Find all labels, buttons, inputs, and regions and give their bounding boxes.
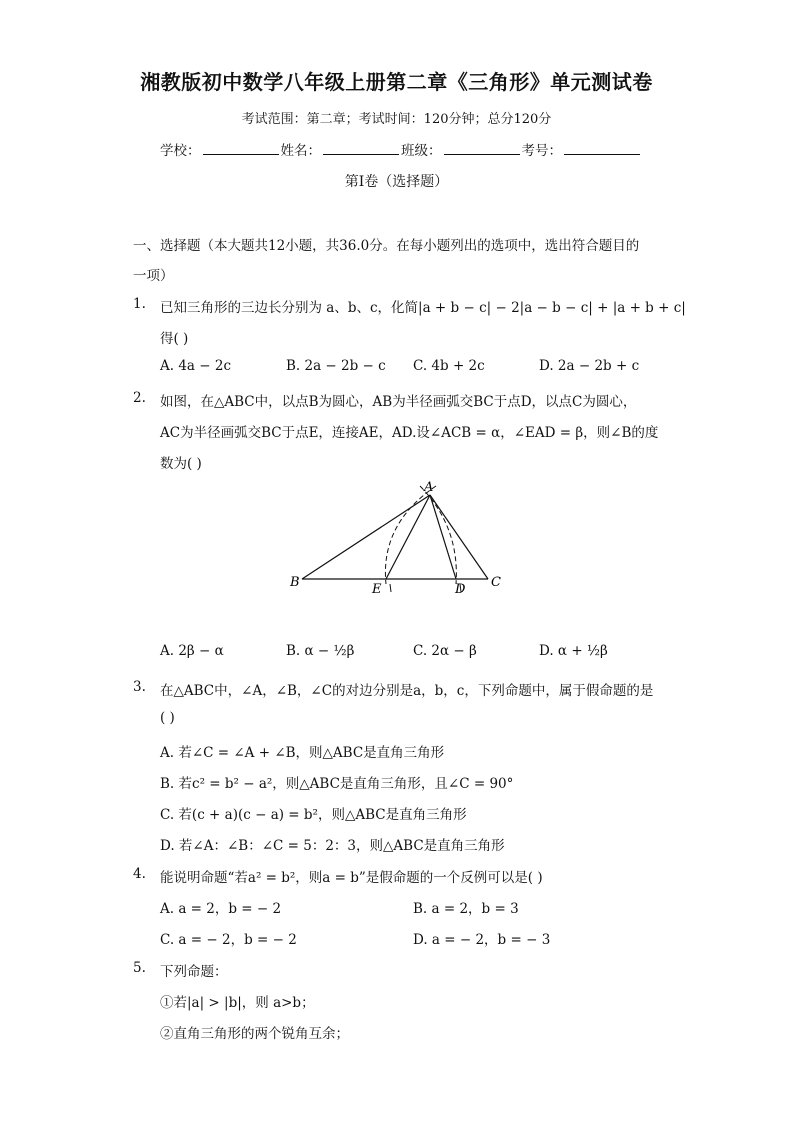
q3-option-c[interactable]: C. 若(c + a)(c − a) = b²，则△ABC是直角三角形 xyxy=(160,807,467,823)
q3-option-b[interactable]: B. 若c² = b² − a²，则△ABC是直角三角形，且∠C = 90° xyxy=(160,776,514,792)
exam-info: 考试范围：第二章；考试时间：120分钟；总分120分 xyxy=(241,112,552,127)
name-label: 姓名： xyxy=(280,143,321,159)
q5-statement-2: ②直角三角形的两个锐角互余； xyxy=(160,1026,349,1042)
q4-option-b[interactable]: B. a = 2，b = 3 xyxy=(413,901,519,917)
school-label: 学校： xyxy=(160,143,201,159)
id-label: 考号： xyxy=(521,143,562,159)
q3-number: 3. xyxy=(133,679,146,695)
section-heading-line1: 一、选择题（本大题共12小题，共36.0分。在每小题列出的选项中，选出符合题目的 xyxy=(133,238,640,254)
volume-heading: 第I卷（选择题） xyxy=(344,174,449,190)
q5-statement-1: ①若|a| > |b|，则 a>b； xyxy=(160,995,315,1011)
q2-option-d[interactable]: D. α + ½β xyxy=(539,643,608,659)
student-info-row xyxy=(160,139,642,159)
label-c: C xyxy=(491,575,501,590)
q4-option-a[interactable]: A. a = 2，b = − 2 xyxy=(160,901,282,917)
class-label: 班级： xyxy=(401,143,442,159)
q5-number: 5. xyxy=(133,960,146,976)
label-b: B xyxy=(290,575,300,590)
paper-title: 湘教版初中数学八年级上册第二章《三角形》单元测试卷 xyxy=(140,70,653,94)
q2-option-a[interactable]: A. 2β − α xyxy=(160,643,224,659)
q4-option-d[interactable]: D. a = − 2，b = − 3 xyxy=(413,932,551,948)
label-e: E xyxy=(372,582,382,597)
label-a: A xyxy=(424,480,434,495)
q4-number: 4. xyxy=(133,866,146,882)
q4-stem-line1: 能说明命题“若a² = b²，则a = b”是假命题的一个反例可以是( ) xyxy=(160,870,543,886)
q3-stem-line2: ( ) xyxy=(160,710,175,726)
school-blank[interactable] xyxy=(203,141,279,155)
q1-stem-line2: 得( ) xyxy=(160,331,189,347)
arc-center-c xyxy=(385,486,436,584)
q4-option-c[interactable]: C. a = − 2，b = − 2 xyxy=(160,932,297,948)
segment-ac xyxy=(430,495,488,579)
q3-option-d[interactable]: D. 若∠A：∠B：∠C = 5：2：3，则△ABC是直角三角形 xyxy=(160,838,505,854)
q2-stem-line1: 如图，在△ABC中，以点B为圆心，AB为半径画弧交BC于点D，以点C为圆心， xyxy=(160,394,637,410)
q2-option-b[interactable]: B. α − ½β xyxy=(286,643,355,659)
q5-stem-line1: 下列命题： xyxy=(160,964,228,980)
q2-stem-line3: 数为( ) xyxy=(160,456,202,472)
name-blank[interactable] xyxy=(323,141,399,155)
q3-stem-line1: 在△ABC中，∠A，∠B，∠C的对边分别是a，b，c，下列命题中，属于假命题的是 xyxy=(160,683,654,699)
tick-e xyxy=(390,584,391,592)
q1-option-d[interactable]: D. 2a − 2b + c xyxy=(539,358,640,374)
arc-center-b xyxy=(420,486,456,584)
q3-option-a[interactable]: A. 若∠C = ∠A + ∠B，则△ABC是直角三角形 xyxy=(160,745,445,761)
q2-number: 2. xyxy=(133,390,146,406)
q2-stem-line2: AC为半径画弧交BC于点E，连接AE，AD.设∠ACB = α，∠EAD = β，则∠B的度 xyxy=(160,425,659,441)
id-blank[interactable] xyxy=(564,141,640,155)
class-blank[interactable] xyxy=(444,141,520,155)
q1-stem-line1: 已知三角形的三边长分别为 a、b、c，化简|a + b − c| − 2|a − b − c| + |a + b + c| xyxy=(160,300,686,316)
triangle-figure xyxy=(280,472,510,602)
q1-option-a[interactable]: A. 4a − 2c xyxy=(160,358,232,374)
segment-ad xyxy=(430,495,456,579)
section-heading-line2: 一项） xyxy=(133,268,174,284)
q1-option-b[interactable]: B. 2a − 2b − c xyxy=(286,358,386,374)
q1-option-c[interactable]: C. 4b + 2c xyxy=(413,358,485,374)
label-d: D xyxy=(455,582,466,597)
q2-option-c[interactable]: C. 2α − β xyxy=(413,643,477,659)
q1-number: 1. xyxy=(133,296,146,312)
